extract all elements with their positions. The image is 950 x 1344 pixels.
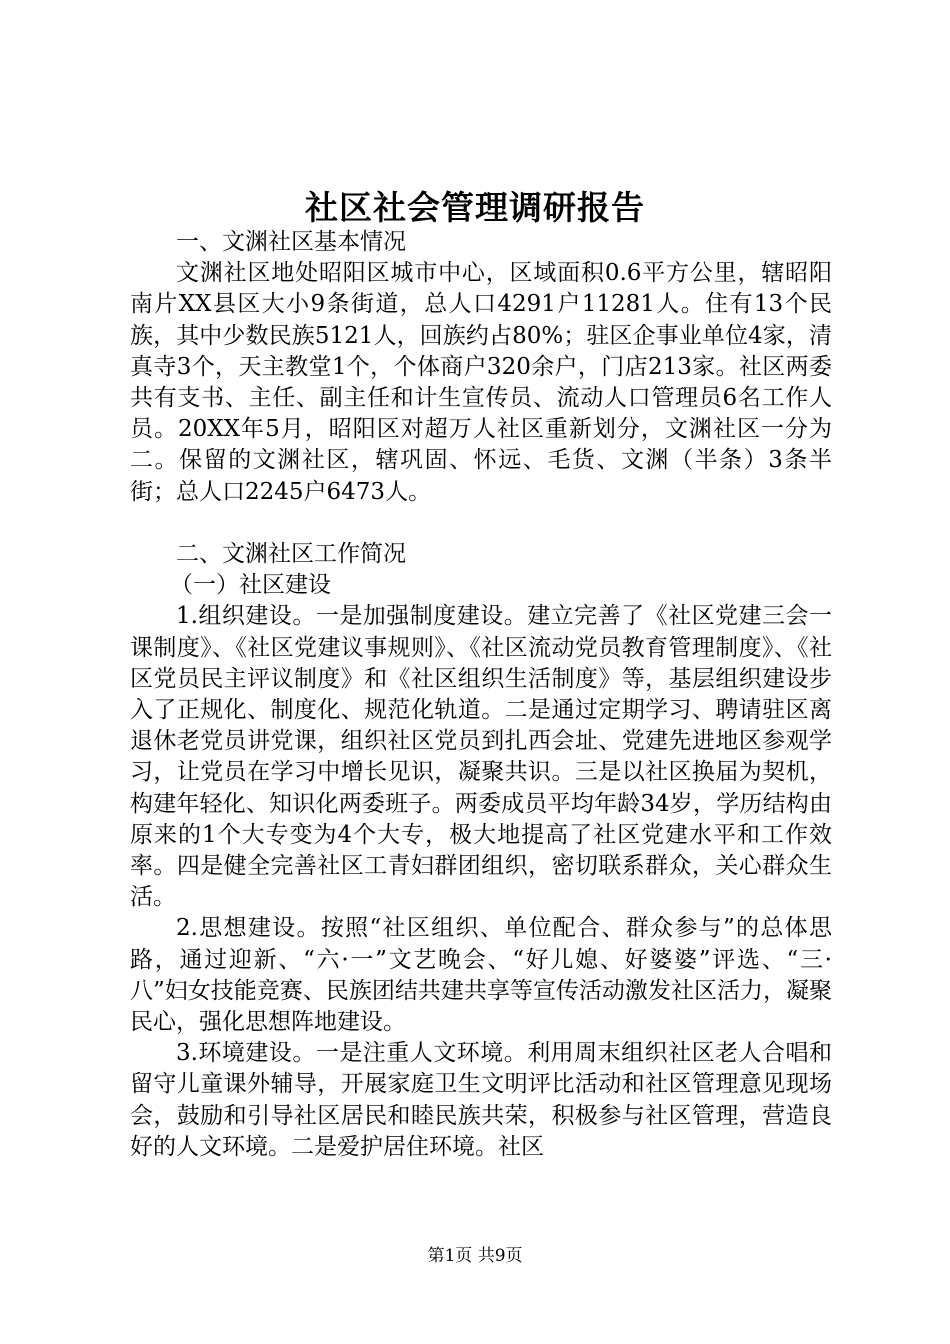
section-heading: 一、文渊社区基本情况 xyxy=(176,229,406,255)
paragraph: 文渊社区地处昭阳区城市中心，区域面积0.6平方公里，辖昭阳南片XX县区大小9条街道，总人口4291户11281人。住有13个民族，其中少数民族5121人，回族约占80%；驻区企事业单位4家，清真寺3个，天主教堂1个，个体商户320余户，门店213家。社区两委共有支书、主任、副主任和计生宣传员、流动人口管理员6名工作人员。20XX年5月，昭阳区对超万人社区重新划分，文渊社区一分为二。保留的文渊社区，辖巩固、怀远、毛货、文渊（半条）3条半街；总人口2245户6473人。 xyxy=(130,260,832,505)
paragraph-gap xyxy=(130,508,832,539)
paragraph: 2.思想建设。按照“社区组织、单位配合、群众参与”的总体思路，通过迎新、“六·一”文艺晚会、“好儿媳、好婆婆”评选、“三·八”妇女技能竞赛、民族团结共建共享等宣传活动激发社区活力，凝聚民心，强化思想阵地建设。 xyxy=(130,915,832,1036)
document-title: 社区社会管理调研报告 xyxy=(305,188,645,227)
paragraph: 1.组织建设。一是加强制度建设。建立完善了《社区党建三会一课制度》、《社区党建议事规则》、《社区流动党员教育管理制度》、《社区党员民主评议制度》和《社区组织生活制度》等，基层组织建设步入了正规化、制度化、规范化轨道。二是通过定期学习、聘请驻区离退休老党员讲党课，组织社区党员到扎西会址、党建先进地区参观学习，让党员在学习中增长见识，凝聚共识。三是以社区换届为契机，构建年轻化、知识化两委班子。两委成员平均年龄34岁，学历结构由原来的1个大专变为4个大专，极大地提高了社区党建水平和工作效率。四是健全完善社区工青妇群团组织，密切联系群众，关心群众生活。 xyxy=(130,603,832,911)
page-footer: 第1页 共9页 xyxy=(427,1246,523,1266)
document-body xyxy=(130,227,832,1163)
subsection-heading: （一）社区建设 xyxy=(170,572,331,599)
paragraph: 3.环境建设。一是注重人文环境。利用周末组织社区老人合唱和留守儿童课外辅导，开展家庭卫生文明评比活动和社区管理意见现场会，鼓励和引导社区居民和睦民族共荣，积极参与社区管理，营造良好的人文环境。二是爱护居住环境。社区 xyxy=(130,1040,832,1160)
section-heading: 二、文渊社区工作简况 xyxy=(176,541,406,568)
